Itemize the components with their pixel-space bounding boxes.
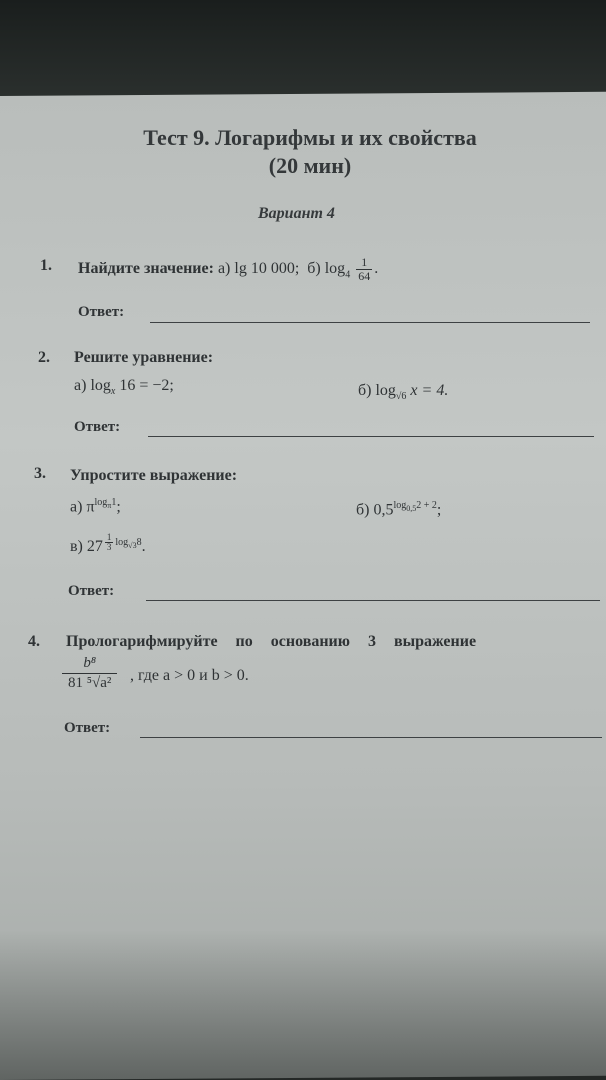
question-3-c-end: . bbox=[141, 538, 146, 556]
answer-label-1: Ответ: bbox=[78, 304, 125, 320]
question-3-c-exp-arg: 8 bbox=[136, 536, 142, 548]
question-2-b-rest: x = 4. bbox=[410, 382, 449, 399]
question-3-part-a bbox=[70, 497, 121, 516]
question-3-c-exp-base: √3 bbox=[128, 540, 137, 550]
question-3-b-exp-base: 0,5 bbox=[406, 504, 417, 513]
answer-line-4[interactable] bbox=[140, 737, 602, 738]
question-2-b-label: б) bbox=[358, 382, 372, 399]
question-3-b-exp-arg: 2 + 2 bbox=[416, 500, 437, 511]
question-2-a-label: а) bbox=[74, 377, 87, 394]
question-1-b-denominator: 64 bbox=[358, 269, 371, 283]
question-3-a-exp-arg: 1 bbox=[111, 497, 117, 508]
question-3-c-exp-fraction bbox=[105, 533, 114, 552]
variant-label: Вариант 4 bbox=[258, 205, 335, 222]
question-3-prompt: Упростите выражение: bbox=[70, 467, 238, 484]
question-3-b-base: 0,5 bbox=[373, 501, 394, 519]
question-3-a-exp-base: π bbox=[107, 501, 112, 510]
question-1-number: 1. bbox=[40, 257, 52, 274]
question-2-b-base: √6 bbox=[395, 391, 407, 403]
question-1-b-base: 4 bbox=[345, 269, 351, 281]
answer-line-3[interactable] bbox=[146, 600, 600, 601]
question-4-numerator: b⁸ bbox=[62, 655, 117, 674]
question-3-number: 3. bbox=[34, 465, 46, 482]
question-2-part-a bbox=[74, 377, 174, 397]
question-4-denominator: 81 ⁵√a² bbox=[68, 675, 112, 691]
question-3-c-exp-den: 3 bbox=[106, 542, 112, 552]
question-1-text bbox=[78, 256, 378, 283]
question-4-number: 4. bbox=[28, 633, 40, 650]
answer-label-3: Ответ: bbox=[68, 583, 115, 599]
question-3-part-b bbox=[356, 500, 441, 519]
answer-line-1[interactable] bbox=[150, 322, 590, 323]
question-3-b-label: б) bbox=[356, 501, 370, 519]
question-1-a-expr: lg 10 000; bbox=[234, 260, 300, 278]
question-3-c-exp-num: 1 bbox=[106, 532, 112, 542]
question-1-b-log: log bbox=[324, 260, 346, 278]
question-3-a-exp-log: log bbox=[94, 497, 108, 508]
answer-label-4: Ответ: bbox=[64, 720, 111, 736]
test-title bbox=[60, 124, 560, 180]
question-3-a-end: ; bbox=[116, 498, 121, 516]
question-1-b-numerator: 1 bbox=[356, 256, 372, 270]
paper-shadow bbox=[0, 930, 606, 1080]
question-4-prompt: Прологарифмируйте по основанию 3 выражение bbox=[66, 633, 477, 650]
question-4-fraction bbox=[62, 655, 117, 692]
question-3-a-label: а) bbox=[70, 498, 83, 516]
question-1-b-fraction bbox=[356, 256, 372, 283]
question-1-prompt: Найдите значение: bbox=[78, 260, 214, 278]
question-1-b-end: . bbox=[374, 260, 379, 278]
answer-line-2[interactable] bbox=[148, 436, 594, 437]
question-3-c-exp-log: log bbox=[115, 536, 129, 548]
question-3-part-c bbox=[70, 533, 146, 556]
question-3-a-base: π bbox=[86, 498, 95, 516]
answer-label-2: Ответ: bbox=[74, 419, 121, 435]
question-1-a-label: а) bbox=[217, 260, 231, 278]
question-2-part-b bbox=[358, 382, 448, 402]
question-4-condition: , где a > 0 и b > 0. bbox=[130, 667, 249, 684]
question-2-a-rest: 16 = −2; bbox=[119, 377, 174, 394]
question-2-b-log: log bbox=[375, 382, 396, 399]
question-1-b-label: б) bbox=[307, 260, 321, 278]
question-2-prompt: Решите уравнение: bbox=[74, 349, 214, 366]
question-3-b-exp-log: log bbox=[393, 500, 407, 511]
question-2-a-log: log bbox=[90, 377, 111, 394]
question-2-number: 2. bbox=[38, 349, 50, 366]
question-3-c-label: в) bbox=[70, 538, 83, 556]
question-2-a-base: x bbox=[110, 386, 116, 398]
title-line-2: (20 мин) bbox=[268, 153, 352, 178]
title-line-1: Тест 9. Логарифмы и их свойства bbox=[143, 125, 477, 150]
question-3-c-base: 27 bbox=[86, 538, 103, 556]
question-3-b-end: ; bbox=[436, 501, 442, 519]
